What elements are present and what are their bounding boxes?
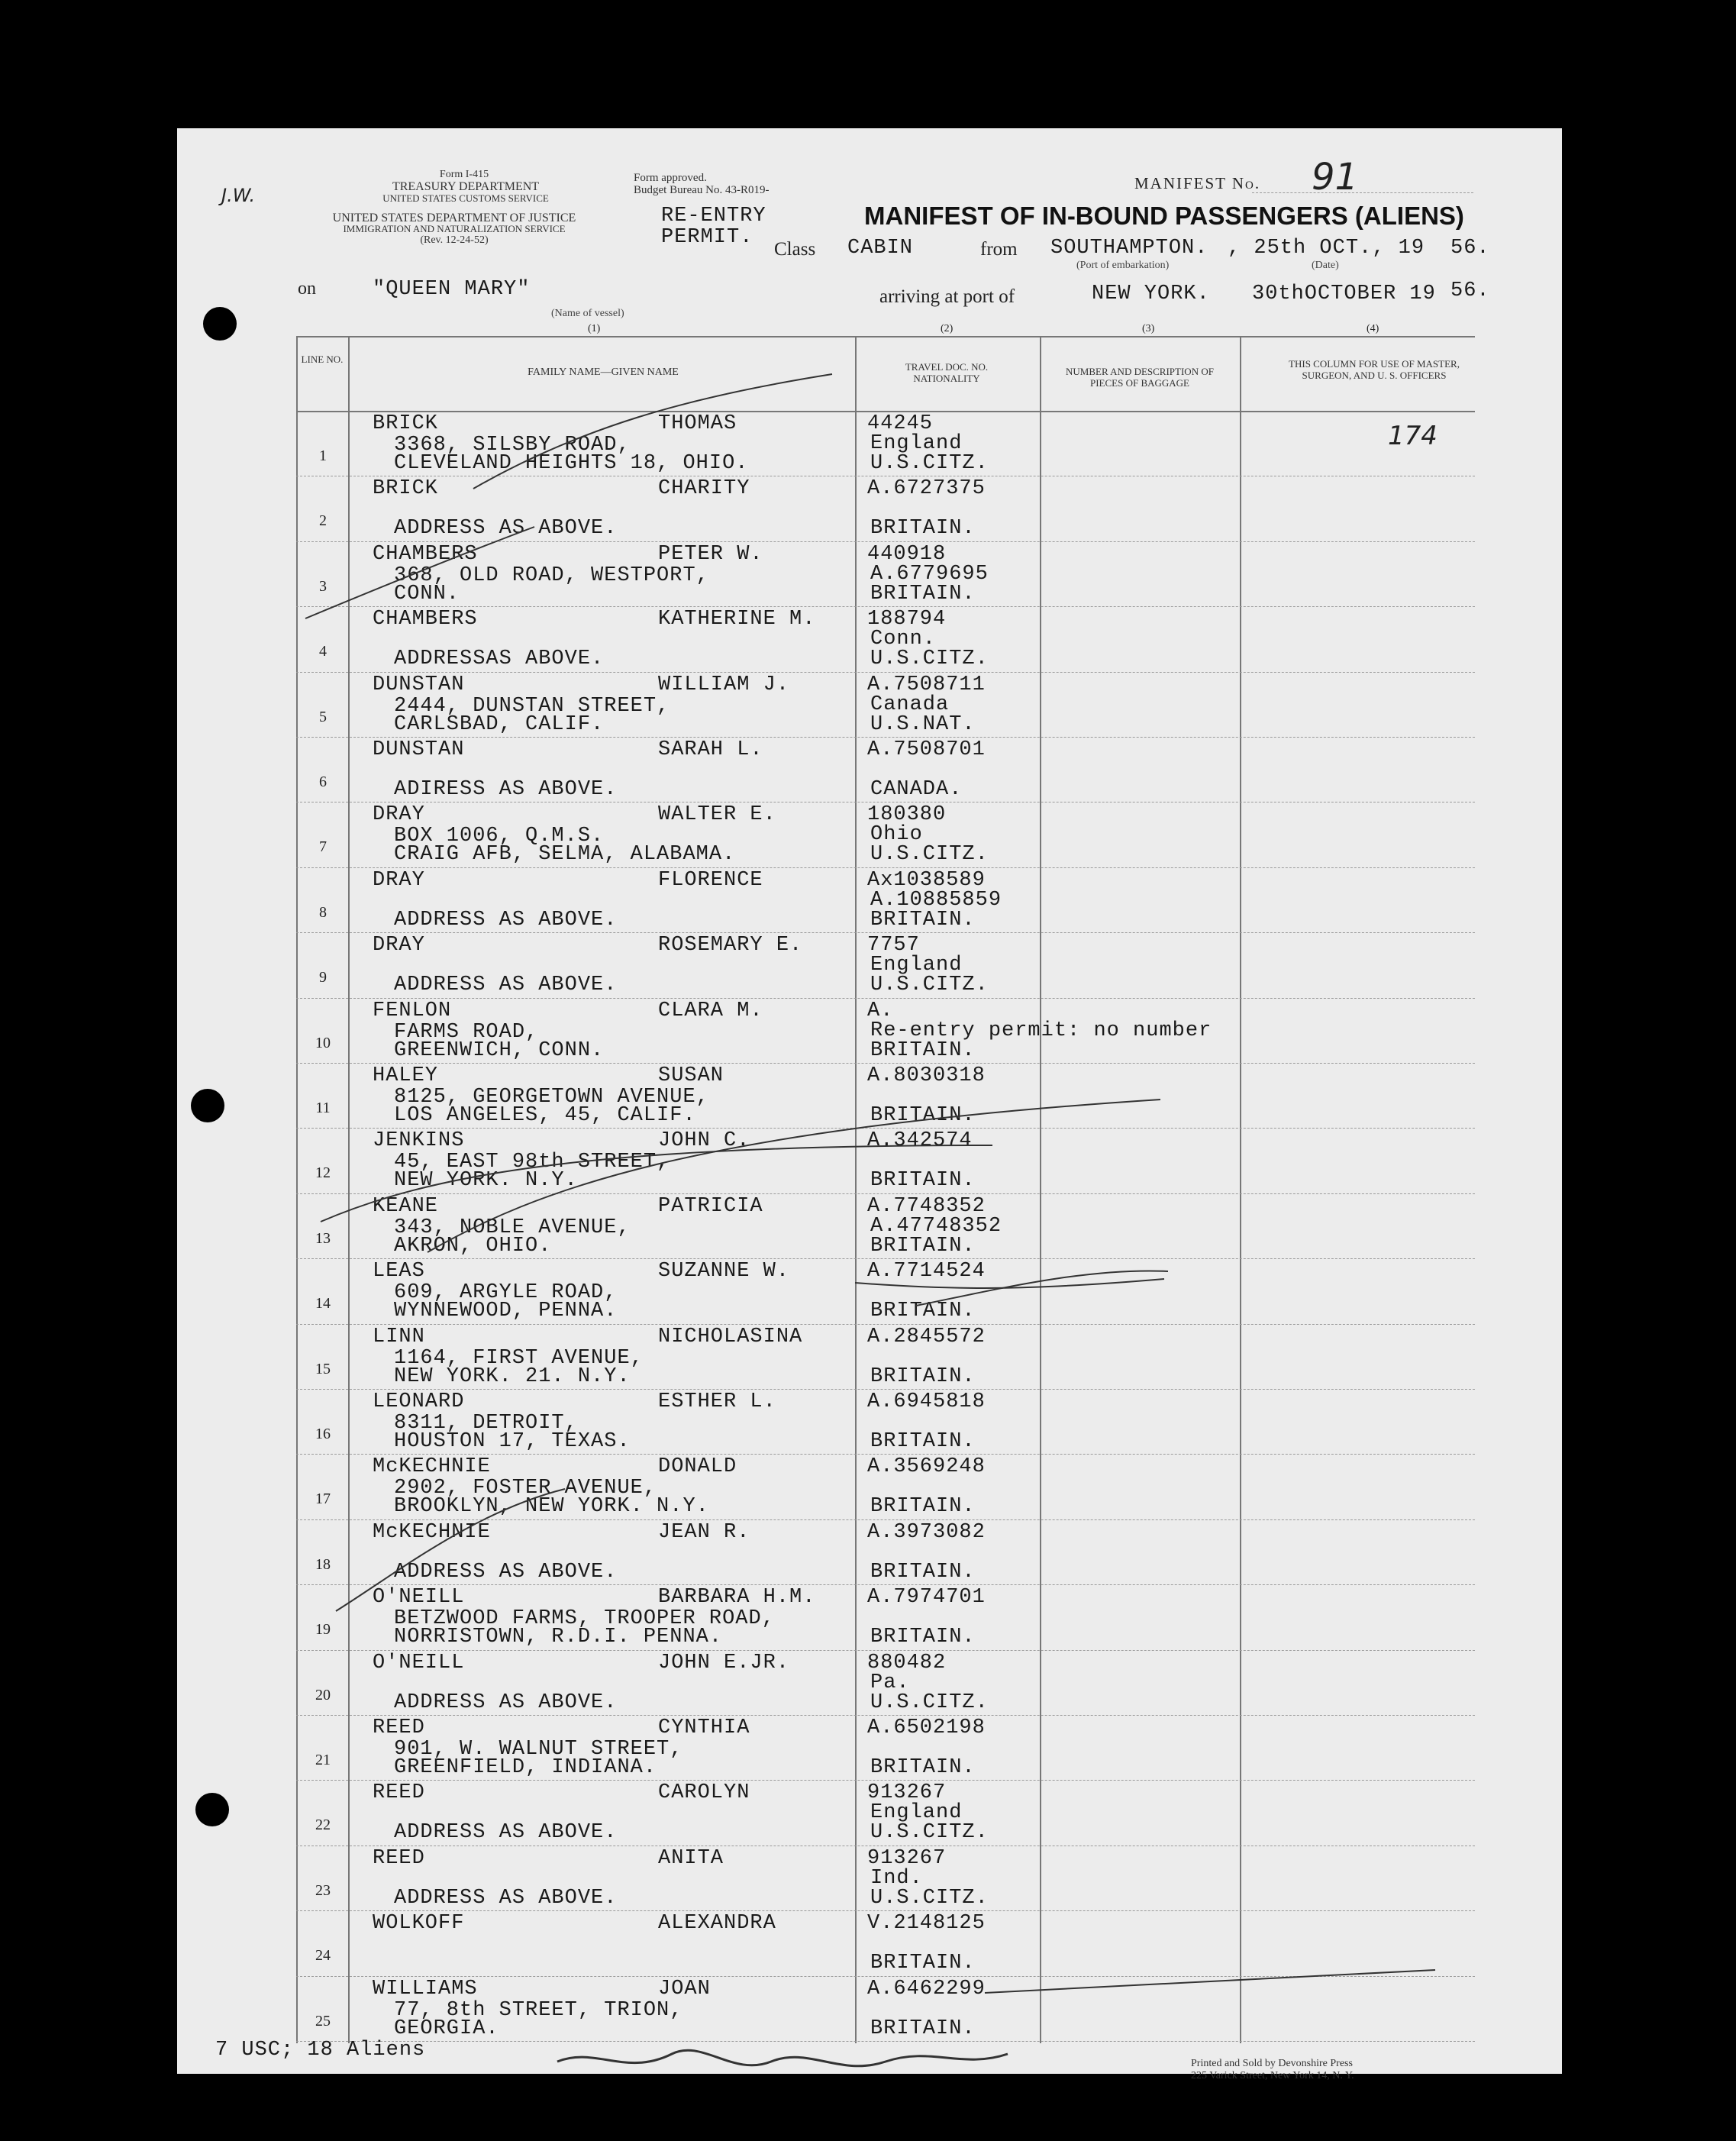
reentry-line-2: PERMIT. bbox=[661, 226, 753, 249]
address-line-1: 901, W. WALNUT STREET, bbox=[394, 1738, 683, 1761]
line-number: 20 bbox=[315, 1686, 331, 1703]
from-label: from bbox=[980, 239, 1018, 260]
given-name: NICHOLASINA bbox=[658, 1325, 803, 1348]
line-number: 11 bbox=[315, 1100, 331, 1116]
family-name: WILLIAMS bbox=[373, 1977, 478, 2001]
nationality: BRITAIN. bbox=[870, 582, 976, 605]
line-number: 16 bbox=[315, 1426, 331, 1442]
alien-summary: 7 USC; 18 Aliens bbox=[215, 2039, 426, 2062]
given-name: JOHN C. bbox=[658, 1129, 750, 1153]
travel-doc-number: 7757 bbox=[867, 934, 920, 957]
travel-doc-number: A.7508711 bbox=[867, 673, 986, 696]
given-name: PATRICIA bbox=[658, 1194, 763, 1218]
given-name: CAROLYN bbox=[658, 1781, 750, 1805]
address-line-2: ADIRESS AS ABOVE. bbox=[394, 778, 618, 801]
nationality: BRITAIN. bbox=[870, 1300, 976, 1323]
manifest-number: 91 bbox=[1312, 156, 1359, 199]
nationality: BRITAIN. bbox=[870, 1560, 976, 1584]
line-number: 7 bbox=[319, 838, 327, 856]
line-number: 2 bbox=[319, 512, 327, 530]
given-name: ROSEMARY E. bbox=[658, 934, 803, 957]
nationality: BRITAIN. bbox=[870, 1626, 976, 1649]
given-name: BARBARA H.M. bbox=[658, 1586, 816, 1610]
address-line-2: ADDRESS AS ABOVE. bbox=[394, 517, 618, 541]
col-header-name: FAMILY NAME—GIVEN NAME bbox=[528, 367, 679, 378]
signature bbox=[557, 2050, 1008, 2066]
customs-service: UNITED STATES CUSTOMS SERVICE bbox=[382, 192, 549, 204]
manifest-label: MANIFEST No. bbox=[1134, 174, 1261, 192]
address-line-1: 3368, SILSBY ROAD, bbox=[394, 434, 631, 457]
address-line-2: NORRISTOWN, R.D.I. PENNA. bbox=[394, 1626, 723, 1649]
address-line-2: ADDRESS AS ABOVE. bbox=[394, 1821, 618, 1845]
address-line-2: WYNNEWOOD, PENNA. bbox=[394, 1300, 618, 1323]
address-line-2: CLEVELAND HEIGHTS 18, OHIO. bbox=[394, 452, 749, 475]
travel-doc-number: A.3973082 bbox=[867, 1520, 986, 1544]
tick-mark bbox=[336, 1489, 565, 1611]
travel-doc-number: 913267 bbox=[867, 1781, 947, 1805]
family-name: BRICK bbox=[373, 477, 439, 501]
address-line-2: NEW YORK. 21. N.Y. bbox=[394, 1364, 631, 1388]
line-number: 15 bbox=[315, 1360, 331, 1377]
travel-doc-number: 44245 bbox=[867, 412, 934, 435]
travel-doc-number: Ax1038589 bbox=[867, 868, 986, 892]
line-number: 4 bbox=[319, 643, 327, 660]
travel-doc-number: 188794 bbox=[867, 608, 947, 631]
address-line-2: BROOKLYN, NEW YORK. N.Y. bbox=[394, 1495, 709, 1519]
col-index-4: (4) bbox=[1367, 323, 1379, 334]
address-line-1: 609, ARGYLE ROAD, bbox=[394, 1281, 618, 1305]
travel-doc-note: England bbox=[870, 432, 963, 455]
family-name: O'NEILL bbox=[373, 1586, 465, 1610]
tick-mark bbox=[985, 1970, 1435, 1993]
travel-doc-note: Ind. bbox=[870, 1866, 923, 1890]
nationality: U.S.CITZ. bbox=[870, 1821, 989, 1845]
on-label: on bbox=[298, 279, 316, 299]
family-name: WOLKOFF bbox=[373, 1912, 465, 1936]
address-line-2: CARLSBAD, CALIF. bbox=[394, 712, 605, 736]
address-line-2: GREENWICH, CONN. bbox=[394, 1038, 605, 1062]
reentry-line-1: RE-ENTRY bbox=[661, 205, 766, 228]
nationality: BRITAIN. bbox=[870, 1234, 976, 1258]
given-name: DONALD bbox=[658, 1455, 737, 1479]
address-line-1: 1164, FIRST AVENUE, bbox=[394, 1346, 644, 1370]
embark-port: SOUTHAMPTON. bbox=[1050, 237, 1208, 260]
col-index-3: (3) bbox=[1142, 323, 1155, 334]
travel-doc-number: A.6727375 bbox=[867, 477, 986, 501]
address-line-1: 45, EAST 98th STREET, bbox=[394, 1151, 670, 1174]
ins-service: IMMIGRATION AND NATURALIZATION SERVICE bbox=[343, 223, 566, 234]
address-line-2: AKRON, OHIO. bbox=[394, 1234, 552, 1258]
line-number: 10 bbox=[315, 1034, 331, 1051]
line-number: 9 bbox=[319, 969, 327, 987]
col-header-line-no: LINE NO. bbox=[301, 354, 344, 365]
address-line-1: FARMS ROAD, bbox=[394, 1020, 539, 1044]
given-name: SUZANNE W. bbox=[658, 1260, 790, 1284]
given-name: SUSAN bbox=[658, 1064, 724, 1087]
officer-note: 174 bbox=[1388, 421, 1438, 451]
nationality: U.S.CITZ. bbox=[870, 1886, 989, 1910]
travel-doc-note: A.10885859 bbox=[870, 888, 1002, 912]
family-name: DUNSTAN bbox=[373, 673, 465, 696]
nationality: BRITAIN. bbox=[870, 1038, 976, 1062]
travel-doc-number: A.7748352 bbox=[867, 1194, 986, 1218]
address-line-2: ADDRESSAS ABOVE. bbox=[394, 647, 605, 671]
given-name: KATHERINE M. bbox=[658, 608, 816, 631]
travel-doc-note: England bbox=[870, 1801, 963, 1825]
line-number: 8 bbox=[319, 903, 327, 921]
address-line-2: CONN. bbox=[394, 582, 460, 605]
travel-doc-number: A.3569248 bbox=[867, 1455, 986, 1479]
family-name: McKECHNIE bbox=[373, 1455, 491, 1479]
line-number: 14 bbox=[315, 1295, 331, 1313]
tick-mark bbox=[305, 527, 534, 618]
given-name: ALEXANDRA bbox=[658, 1912, 776, 1936]
arrival-port: NEW YORK. bbox=[1092, 283, 1210, 305]
given-name: WALTER E. bbox=[658, 803, 776, 827]
travel-doc-number: A.7974701 bbox=[867, 1586, 986, 1610]
family-name: O'NEILL bbox=[373, 1651, 465, 1674]
nationality: BRITAIN. bbox=[870, 908, 976, 932]
travel-doc-note: Canada bbox=[870, 693, 950, 716]
travel-doc-note: Re-entry permit: no number bbox=[870, 1019, 1212, 1042]
address-line-2: LOS ANGELES, 45, CALIF. bbox=[394, 1104, 696, 1127]
family-name: CHAMBERS bbox=[373, 608, 478, 631]
travel-doc-note: A.47748352 bbox=[870, 1214, 1002, 1238]
family-name: LINN bbox=[373, 1325, 425, 1348]
travel-doc-note: Pa. bbox=[870, 1671, 910, 1694]
address-line-2: GEORGIA. bbox=[394, 2017, 499, 2040]
address-line-1: 77, 8th STREET, TRION, bbox=[394, 1998, 683, 2022]
nationality: U.S.NAT. bbox=[870, 712, 976, 736]
travel-doc-number: A.7508701 bbox=[867, 738, 986, 761]
tick-mark bbox=[321, 1145, 992, 1222]
nationality: BRITAIN. bbox=[870, 1756, 976, 1779]
family-name: McKECHNIE bbox=[373, 1520, 491, 1544]
tick-mark bbox=[428, 1100, 1160, 1252]
nationality: BRITAIN. bbox=[870, 1495, 976, 1519]
line-number: 12 bbox=[315, 1164, 331, 1182]
nationality: U.S.CITZ. bbox=[870, 1691, 989, 1714]
line-number: 13 bbox=[315, 1229, 331, 1247]
line-number: 23 bbox=[315, 1881, 331, 1899]
family-name: CHAMBERS bbox=[373, 542, 478, 566]
col-index-1: (1) bbox=[588, 323, 601, 334]
family-name: JENKINS bbox=[373, 1129, 465, 1153]
family-name: DRAY bbox=[373, 868, 425, 892]
family-name: DRAY bbox=[373, 803, 425, 827]
travel-doc-number: A.8030318 bbox=[867, 1064, 986, 1087]
travel-doc-number: 880482 bbox=[867, 1651, 947, 1674]
embark-date: , 25th OCT., 19 bbox=[1228, 237, 1425, 260]
nationality: CANADA. bbox=[870, 778, 963, 801]
manifest-title: MANIFEST OF IN-BOUND PASSENGERS (ALIENS) bbox=[864, 202, 1464, 230]
address-line-2: GREENFIELD, INDIANA. bbox=[394, 1756, 657, 1779]
family-name: LEONARD bbox=[373, 1390, 465, 1413]
nationality: U.S.CITZ. bbox=[870, 974, 989, 997]
address-line-1: 8311, DETROIT, bbox=[394, 1412, 578, 1435]
given-name: JOAN bbox=[658, 1977, 711, 2001]
travel-doc-note: Ohio bbox=[870, 823, 923, 847]
given-name: THOMAS bbox=[658, 412, 737, 435]
given-name: WILLIAM J. bbox=[658, 673, 790, 696]
arrival-date: 30thOCTOBER 19 bbox=[1252, 283, 1436, 305]
travel-doc-number: A.342574 bbox=[867, 1129, 973, 1153]
travel-doc-number: A.7714524 bbox=[867, 1260, 986, 1284]
given-name: PETER W. bbox=[658, 542, 763, 566]
line-number: 1 bbox=[319, 447, 327, 464]
line-number: 21 bbox=[315, 1752, 331, 1768]
travel-doc-number: A. bbox=[867, 999, 894, 1022]
line-number: 24 bbox=[315, 1947, 331, 1965]
given-name: FLORENCE bbox=[658, 868, 763, 892]
given-name: JOHN E.JR. bbox=[658, 1651, 790, 1674]
line-number: 5 bbox=[319, 708, 327, 725]
nationality: BRITAIN. bbox=[870, 517, 976, 541]
travel-doc-number: 440918 bbox=[867, 542, 947, 566]
date-caption: (Date) bbox=[1312, 260, 1339, 271]
embark-year: 56. bbox=[1450, 237, 1490, 260]
travel-doc-number: A.2845572 bbox=[867, 1325, 986, 1348]
arriving-label: arriving at port of bbox=[879, 286, 1015, 307]
printer-line-2: 225 Varick Street, New York 14, N. Y. bbox=[1191, 2070, 1354, 2081]
family-name: BRICK bbox=[373, 412, 439, 435]
nationality: BRITAIN. bbox=[870, 1952, 976, 1975]
line-number: 25 bbox=[315, 2012, 331, 2030]
clerk-initials: J.W. bbox=[221, 185, 256, 206]
travel-doc-note: Conn. bbox=[870, 628, 937, 651]
travel-doc-number: 913267 bbox=[867, 1846, 947, 1870]
given-name: ANITA bbox=[658, 1846, 724, 1870]
travel-doc-number: A.6945818 bbox=[867, 1390, 986, 1413]
family-name: LEAS bbox=[373, 1260, 425, 1284]
address-line-2: ADDRESS AS ABOVE. bbox=[394, 1560, 618, 1584]
given-name: ESTHER L. bbox=[658, 1390, 776, 1413]
address-line-2: ADDRESS AS ABOVE. bbox=[394, 908, 618, 932]
col-header-travel-doc: TRAVEL DOC. NO. NATIONALITY bbox=[905, 361, 989, 384]
nationality: U.S.CITZ. bbox=[870, 843, 989, 867]
line-number: 6 bbox=[319, 773, 327, 790]
address-line-2: HOUSTON 17, TEXAS. bbox=[394, 1430, 631, 1453]
form-approved: Form approved. bbox=[634, 172, 707, 184]
address-line-2: ADDRESS AS ABOVE. bbox=[394, 1691, 618, 1714]
family-name: DUNSTAN bbox=[373, 738, 465, 761]
line-number: 17 bbox=[315, 1490, 331, 1508]
tick-mark bbox=[473, 374, 832, 489]
travel-doc-number: A.6462299 bbox=[867, 1977, 986, 2001]
given-name: CLARA M. bbox=[658, 999, 763, 1022]
class-label: Class bbox=[774, 239, 816, 260]
justice-dept: UNITED STATES DEPARTMENT OF JUSTICE bbox=[332, 212, 576, 224]
address-line-2: CRAIG AFB, SELMA, ALABAMA. bbox=[394, 843, 736, 867]
form-number: Form I-415 bbox=[439, 169, 489, 180]
travel-doc-number: 180380 bbox=[867, 803, 947, 827]
nationality: U.S.CITZ. bbox=[870, 647, 989, 671]
given-name: CHARITY bbox=[658, 477, 750, 501]
address-line-2: ADDRESS AS ABOVE. bbox=[394, 1886, 618, 1910]
given-name: SARAH L. bbox=[658, 738, 763, 761]
family-name: KEANE bbox=[373, 1194, 439, 1218]
nationality: BRITAIN. bbox=[870, 2017, 976, 2040]
line-number: 3 bbox=[319, 577, 327, 595]
travel-doc-note: England bbox=[870, 954, 963, 977]
revision-date: (Rev. 12-24-52) bbox=[420, 234, 489, 246]
vessel-name: "QUEEN MARY" bbox=[373, 278, 531, 301]
address-line-2: NEW YORK. N.Y. bbox=[394, 1169, 578, 1193]
travel-doc-number: A.6502198 bbox=[867, 1716, 986, 1739]
travel-doc-note: A.6779695 bbox=[870, 562, 989, 586]
family-name: HALEY bbox=[373, 1064, 439, 1087]
family-name: REED bbox=[373, 1781, 425, 1805]
class-value: CABIN bbox=[847, 237, 914, 260]
arrival-year: 56. bbox=[1450, 279, 1490, 302]
address-line-1: 2444, DUNSTAN STREET, bbox=[394, 694, 670, 718]
family-name: REED bbox=[373, 1846, 425, 1870]
nationality: BRITAIN. bbox=[870, 1364, 976, 1388]
given-name: JEAN R. bbox=[658, 1520, 750, 1544]
treasury-dept: TREASURY DEPARTMENT bbox=[392, 180, 540, 193]
line-number: 19 bbox=[315, 1621, 331, 1639]
vessel-caption: (Name of vessel) bbox=[551, 308, 624, 319]
nationality: U.S.CITZ. bbox=[870, 452, 989, 475]
col-header-baggage: NUMBER AND DESCRIPTION OF PIECES OF BAGGAGE bbox=[1066, 366, 1214, 389]
address-line-1: 368, OLD ROAD, WESTPORT, bbox=[394, 564, 709, 587]
nationality: BRITAIN. bbox=[870, 1169, 976, 1193]
address-line-1: 8125, GEORGETOWN AVENUE, bbox=[394, 1086, 709, 1109]
printer-line-1: Printed and Sold by Devonshire Press bbox=[1191, 2058, 1353, 2069]
family-name: REED bbox=[373, 1716, 425, 1739]
line-number: 22 bbox=[315, 1816, 331, 1834]
address-line-1: 343, NOBLE AVENUE, bbox=[394, 1216, 631, 1239]
address-line-1: BETZWOOD FARMS, TROOPER ROAD, bbox=[394, 1607, 775, 1631]
address-line-1: 2902, FOSTER AVENUE, bbox=[394, 1477, 657, 1500]
col-index-2: (2) bbox=[941, 323, 954, 334]
address-line-2: ADDRESS AS ABOVE. bbox=[394, 974, 618, 997]
travel-doc-number: V.2148125 bbox=[867, 1912, 986, 1936]
address-line-1: BOX 1006, Q.M.S. bbox=[394, 825, 605, 848]
port-caption: (Port of embarkation) bbox=[1076, 260, 1170, 271]
nationality: BRITAIN. bbox=[870, 1104, 976, 1127]
line-number: 18 bbox=[315, 1555, 331, 1573]
family-name: DRAY bbox=[373, 934, 425, 957]
budget-bureau: Budget Bureau No. 43-R019- bbox=[634, 184, 770, 196]
nationality: BRITAIN. bbox=[870, 1430, 976, 1453]
given-name: CYNTHIA bbox=[658, 1716, 750, 1739]
family-name: FENLON bbox=[373, 999, 452, 1022]
col-header-officers: THIS COLUMN FOR USE OF MASTER, SURGEON, AND U. S. OFFICERS bbox=[1289, 358, 1460, 381]
